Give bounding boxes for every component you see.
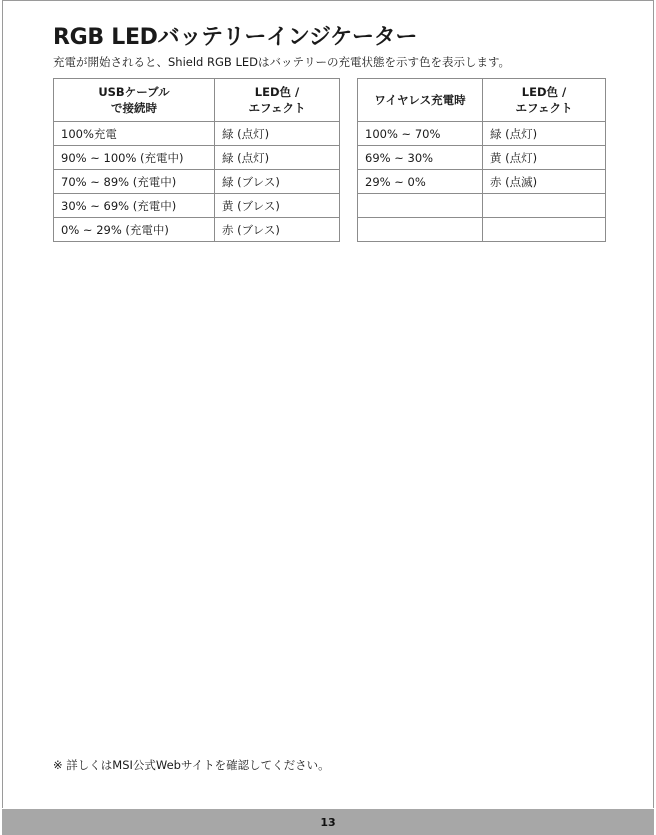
battery-level-cell (358, 194, 483, 218)
led-effect-cell: 黄 (点灯) (483, 146, 606, 170)
led-effect-cell: 緑 (点灯) (483, 122, 606, 146)
usb-charging-table (53, 78, 340, 242)
page-number: 13 (320, 816, 336, 829)
header-line: エフェクト (515, 101, 573, 115)
header-line: で接続時 (111, 101, 157, 115)
table-header-row (54, 79, 340, 122)
led-effect-cell: 緑 (点灯) (215, 146, 340, 170)
table-row (358, 146, 606, 170)
table-row (358, 218, 606, 242)
usb-header-condition (54, 79, 215, 122)
header-line: USBケーブル (98, 85, 170, 99)
table-row (54, 146, 340, 170)
battery-level-cell: 29% ~ 0% (358, 170, 483, 194)
led-effect-cell: 緑 (ブレス) (215, 170, 340, 194)
led-effect-cell: 赤 (ブレス) (215, 218, 340, 242)
wireless-charging-table (357, 78, 606, 242)
header-line: ワイヤレス充電時 (374, 93, 466, 107)
battery-level-cell: 30% ~ 69% (充電中) (54, 194, 215, 218)
wireless-header-led (483, 79, 606, 122)
header-line: LED色 / (521, 85, 567, 99)
page-subtitle: 充電が開始されると、Shield RGB LEDはバッテリーの充電状態を示す色を表示します。 (53, 55, 511, 69)
battery-level-cell: 100%充電 (54, 122, 215, 146)
led-effect-cell: 緑 (点灯) (215, 122, 340, 146)
wireless-header-condition (358, 79, 483, 122)
led-effect-cell: 黄 (ブレス) (215, 194, 340, 218)
header-line: エフェクト (248, 101, 306, 115)
table-row (358, 194, 606, 218)
footer-bar (2, 809, 654, 835)
battery-level-cell (358, 218, 483, 242)
battery-level-cell: 0% ~ 29% (充電中) (54, 218, 215, 242)
led-effect-cell (483, 218, 606, 242)
table-header-row (358, 79, 606, 122)
usb-header-led (215, 79, 340, 122)
battery-level-cell: 100% ~ 70% (358, 122, 483, 146)
table-row (54, 194, 340, 218)
table-row (54, 122, 340, 146)
footnote: ※ 詳しくはMSI公式Webサイトを確認してください。 (53, 758, 330, 772)
header-line: LED色 / (254, 85, 300, 99)
battery-level-cell: 70% ~ 89% (充電中) (54, 170, 215, 194)
table-row (54, 218, 340, 242)
table-row (358, 170, 606, 194)
page-title: RGB LEDバッテリーインジケーター (53, 25, 418, 50)
led-effect-cell (483, 194, 606, 218)
battery-level-cell: 90% ~ 100% (充電中) (54, 146, 215, 170)
led-effect-cell: 赤 (点滅) (483, 170, 606, 194)
table-row (358, 122, 606, 146)
battery-level-cell: 69% ~ 30% (358, 146, 483, 170)
table-row (54, 170, 340, 194)
